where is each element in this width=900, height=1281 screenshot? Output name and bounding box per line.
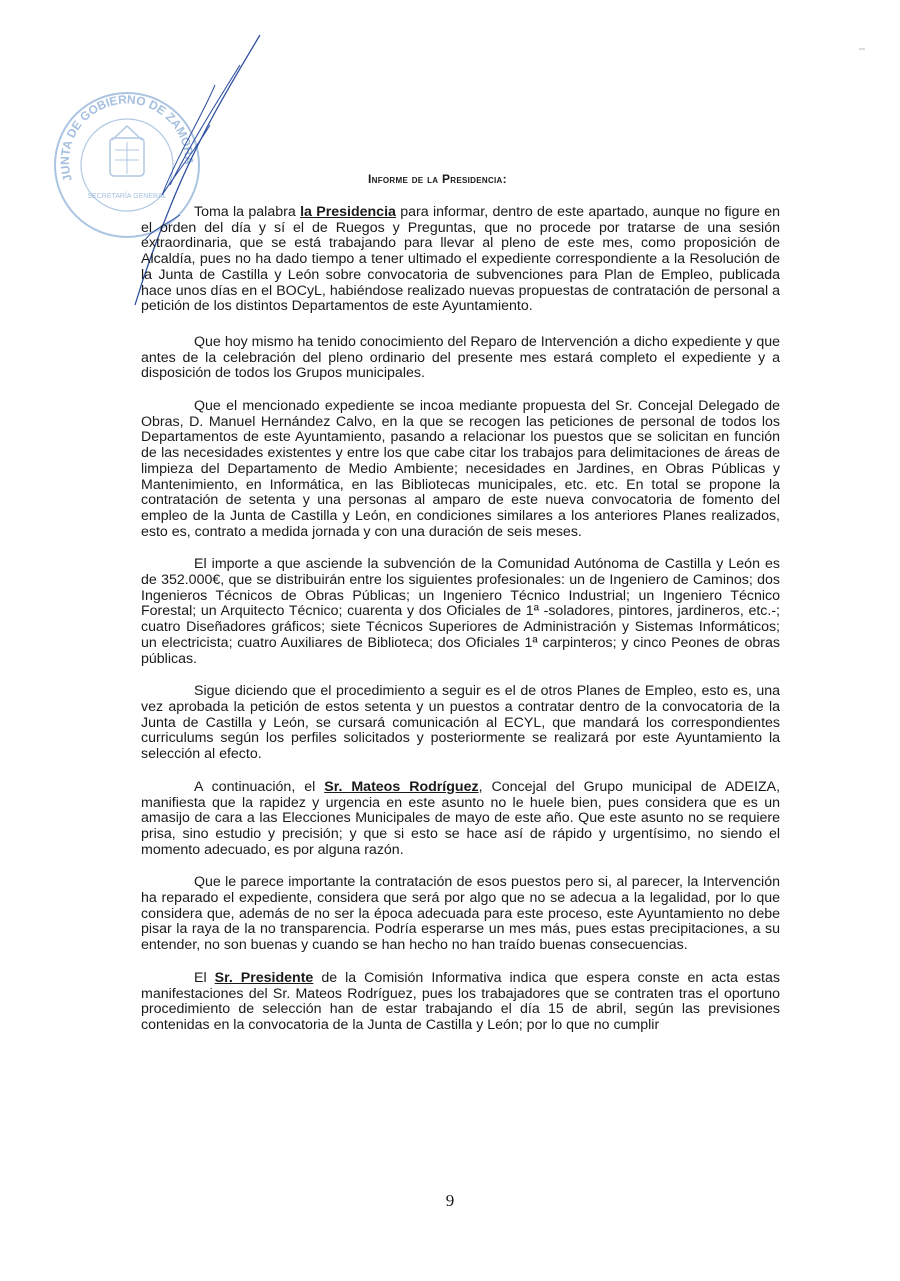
section-title: Informe de la Presidencia: [368, 172, 507, 186]
paragraph-8-intro: El [194, 969, 215, 986]
paragraph-6 [141, 780, 780, 859]
stamp-inner-text: SECRETARÍA GENERAL [87, 193, 167, 200]
speaker-presidente: Sr. Presidente [214, 969, 314, 986]
document-body [141, 205, 780, 1051]
speaker-mateos-rodriguez: Sr. Mateos Rodríguez [324, 778, 479, 795]
margin-mark [855, 45, 875, 65]
speaker-presidencia: la Presidencia [300, 204, 396, 220]
page-number: 9 [445, 1191, 455, 1210]
paragraph-1-text: para informar, dentro de este apartado, aunque no figure en el orden del día y sí el de Ruegos y Preguntas, que no procede por tratarse de una sesión extraordinaria, que se está trabajando para llevar al pleno de este mes, como proposición de Alcaldía, pues no ha dado tiempo a tener ultimado el expediente correspondiente a la Resolución de la Junta de Castilla y León sobre convocatoria de subvenciones para Plan de Empleo, publicada hace unos días en el BOCyL, habiéndose realizado nuevas propuestas de contratación de personal a petición de los distintos Departamentos de este Ayuntamiento. [141, 204, 780, 315]
paragraph-2: Que hoy mismo ha tenido conocimiento del Reparo de Intervención a dicho expediente y que antes de la celebración del pleno ordinario del presente mes estará completo el expediente y a disposición de todos los Grupos municipales. [141, 333, 780, 382]
paragraph-1 [141, 205, 780, 315]
paragraph-6-intro: A continuación, el [194, 778, 325, 795]
paragraph-5: Sigue diciendo que el procedimiento a seguir es el de otros Planes de Empleo, esto es, una vez aprobada la petición de estos setenta y un puestos a contratar dentro de la convocatoria de la Junta de Castilla y León, se cursará comunicación al ECYL, que mandará los correspondientes curriculums según los perfiles solicitados y posteriormente se realizará por este Ayuntamiento la selección al efecto. [141, 683, 780, 763]
paragraph-8 [141, 971, 780, 1034]
paragraph-8-text: de la Comisión Informativa indica que espera conste en acta estas manifestaciones del Sr. Mateos Rodríguez, pues los trabajadores que se contraten tras el oportuno procedimiento de selección han de estar trabajando el día 15 de abril, según las previsiones contenidas en la convocatoria de la Junta de Castilla y León; por lo que no cumplir [141, 969, 780, 1033]
paragraph-3: Que el mencionado expediente se incoa mediante propuesta del Sr. Concejal Delegado de Obras, D. Manuel Hernández Calvo, en la que se recogen las peticiones de personal de todos los Departamentos de este Ayuntamiento, pasando a relacionar los puestos que se solicitan en función de las necesidades existentes y entre los que cabe citar los trabajos para delimitaciones de áreas de limpieza del Departamento de Medio Ambiente; necesidades en Jardines, en Obras Públicas y Mantenimiento, en Informática, en las Bibliotecas municipales, etc. etc. En total se propone la contratación de setenta y una personas al amparo de este nueva convocatoria de fomento del empleo de la Junta de Castilla y León, en condiciones similares a los anteriores Planes realizados, esto es, contrato a medida jornada y con una duración de seis meses. [141, 398, 780, 540]
paragraph-4: El importe a que asciende la subvención de la Comunidad Autónoma de Castilla y León es de 352.000€, que se distribuirán entre los siguientes profesionales: un de Ingeniero de Caminos; dos Ingenieros Técnicos de Obras Públicas; un Ingeniero Técnico Industrial; un Ingeniero Técnico Forestal; un Arquitecto Técnico; cuarenta y dos Oficiales de 1ª -soladores, pintores, jardineros, etc.-; cuatro Diseñadores gráficos; siete Técnicos Superiores de Administración y Sistemas Informáticos; un electricista; cuatro Auxiliares de Biblioteca; dos Oficiales 1ª carpinteros; y cinco Peones de obras públicas. [141, 556, 780, 667]
paragraph-1-intro: Toma la palabra [194, 204, 301, 220]
paragraph-6-text: , Concejal del Grupo municipal de ADEIZA, manifiesta que la rapidez y urgencia en este asunto no le huele bien, pues considera que es un amasijo de cara a las Elecciones Municipales de mayo de este año. Que este asunto no se requiere prisa, sino estudio y precisión; y que si esto se hace así de rápido y urgentísimo, no siendo el momento adecuado, es por alguna razón. [141, 778, 781, 858]
paragraph-7: Que le parece importante la contratación de esos puestos pero si, al parecer, la Intervención ha reparado el expediente, considera que será por algo que no se adecua a la legalidad, por lo que considera que, además de no ser la época adecuada para este proceso, este Ayuntamiento no debe pisar la raya de la no transparencia. Podría esperarse un mes más, pues estas precipitaciones, a su entender, no son buenas y cuando se han hecho no han traído buenas consecuencias. [141, 874, 780, 954]
stamp-top-text: JUNTA DE GOBIERNO DE ZAMORA [57, 92, 197, 184]
